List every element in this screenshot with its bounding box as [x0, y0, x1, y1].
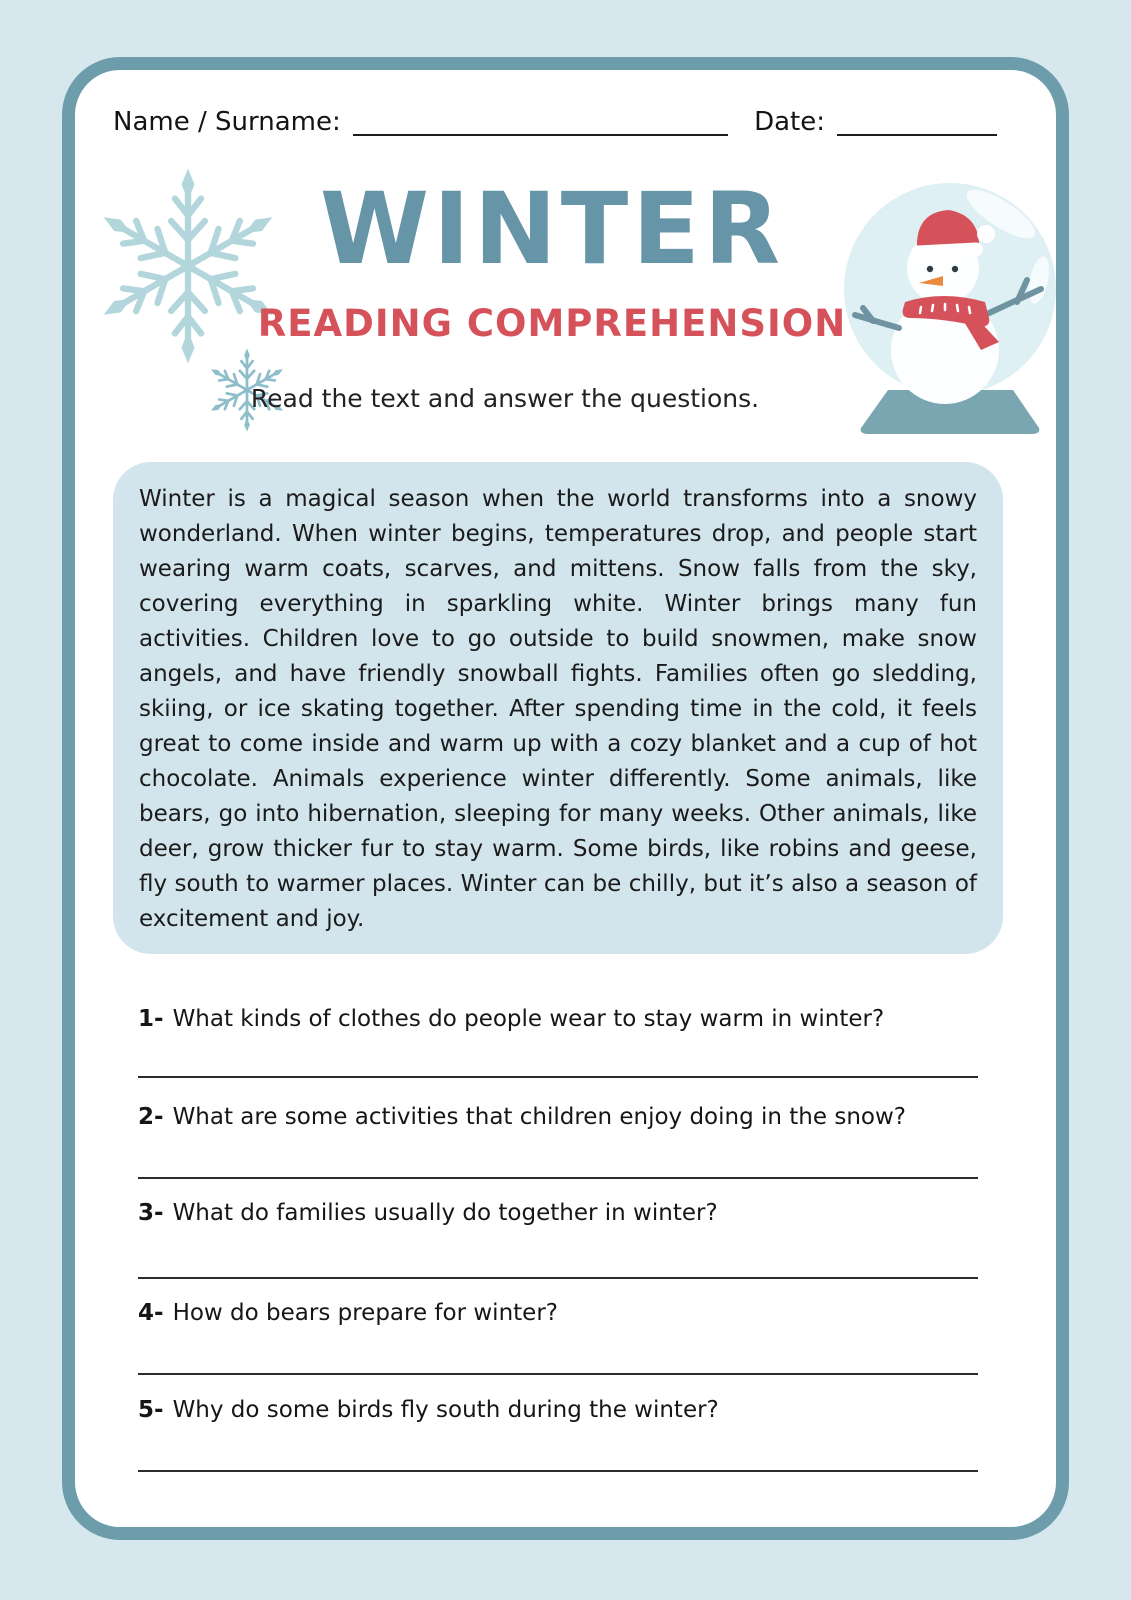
- answer-blank-line-2[interactable]: [138, 1177, 978, 1179]
- answer-blank-line-1[interactable]: [138, 1076, 978, 1078]
- question-number: 2-: [138, 1104, 164, 1130]
- question-text: How do bears prepare for winter?: [172, 1300, 558, 1326]
- name-label: Name / Surname:: [113, 106, 341, 137]
- question-number: 3-: [138, 1200, 164, 1226]
- question-text: What kinds of clothes do people wear to stay warm in winter?: [172, 1006, 885, 1032]
- date-label: Date:: [754, 106, 825, 137]
- question-number: 5-: [138, 1397, 164, 1423]
- answer-blank-line-5[interactable]: [138, 1470, 978, 1472]
- reading-passage-text: Winter is a magical season when the world transforms into a snowy wonderland. When winter begins, temperatures drop, and people start wearing warm coats, scarves, and mittens. Snow falls from the sky, covering everything in sparkling white. Winter brings many fun activities. Children love to go outside to build snowmen, make snow angels, and have friendly snowball fights. Families often go sledding, skiing, or ice skating together. After spending time in the cold, it feels great to come inside and warm up with a cozy blanket and a cup of hot chocolate. Animals experience winter differently. Some animals, like bears, go into hibernation, sleeping for many weeks. Other animals, like deer, grow thicker fur to stay warm. Some birds, like robins and geese, fly south to warmer places. Winter can be chilly, but it’s also a season of excitement and joy.: [139, 486, 977, 932]
- header-row: [113, 104, 997, 138]
- name-blank-line[interactable]: [353, 104, 728, 136]
- question-row: [138, 1397, 1038, 1423]
- question-row: [138, 1104, 1038, 1130]
- answer-blank-line-3[interactable]: [138, 1277, 978, 1279]
- question-row: [138, 1006, 1038, 1032]
- reading-passage-box: [113, 462, 1003, 954]
- page-subtitle: READING COMPREHENSION: [257, 302, 847, 345]
- answer-blank-line-4[interactable]: [138, 1373, 978, 1375]
- question-text: What do families usually do together in winter?: [172, 1200, 718, 1226]
- question-row: [138, 1200, 1038, 1226]
- question-number: 1-: [138, 1006, 164, 1032]
- question-text: Why do some birds fly south during the winter?: [172, 1397, 719, 1423]
- question-row: [138, 1300, 1038, 1326]
- snow-globe-snowman-icon: [843, 162, 1057, 434]
- question-text: What are some activities that children enjoy doing in the snow?: [172, 1104, 906, 1130]
- worksheet-card: [62, 57, 1069, 1540]
- date-blank-line[interactable]: [837, 104, 997, 136]
- question-number: 4-: [138, 1300, 164, 1326]
- instruction-text: Read the text and answer the questions.: [250, 384, 760, 413]
- page-title: WINTER: [319, 172, 785, 287]
